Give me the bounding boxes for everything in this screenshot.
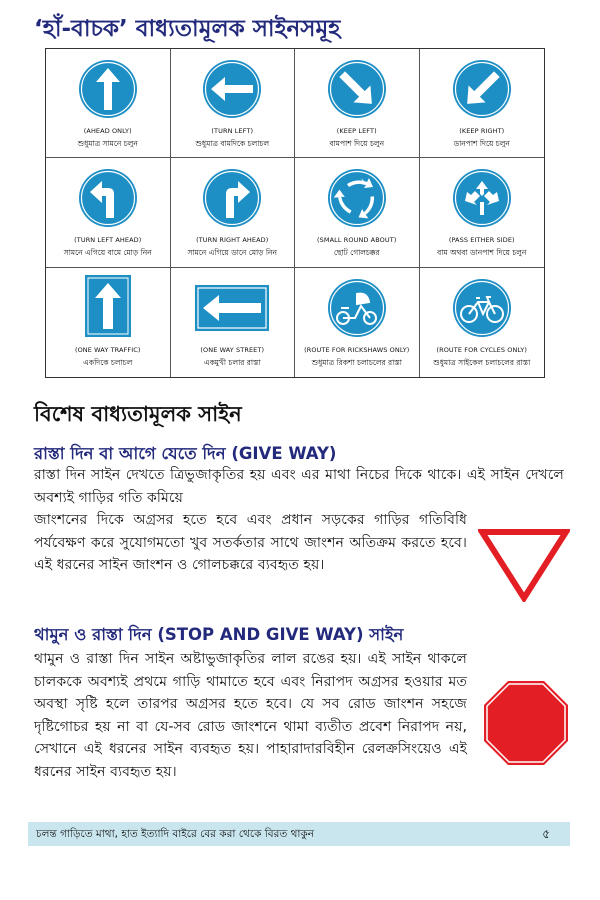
- sign-caption-bangla: একমুখী চলার রাস্তা: [203, 357, 261, 367]
- sign-caption-english: (KEEP LEFT): [336, 127, 377, 135]
- section-heading: বিশেষ বাধ্যতামূলক সাইন: [34, 402, 242, 426]
- sign-cell: [46, 268, 171, 377]
- turn-right-ahead-icon: [202, 168, 262, 228]
- sign-caption-english: (TURN RIGHT AHEAD): [196, 236, 269, 245]
- sign-caption-english: (TURN LEFT): [211, 127, 254, 135]
- sign-caption-english: (PASS EITHER SIDE): [448, 236, 515, 245]
- rickshaw-route-icon: [327, 278, 387, 338]
- page-number: ৫: [542, 827, 550, 841]
- mandatory-signs-grid: [45, 48, 545, 378]
- sign-cell: [420, 158, 545, 267]
- ahead-only-icon: [78, 59, 138, 119]
- stop-octagon-icon: [483, 680, 569, 766]
- give-way-paragraph: জাংশনের দিকে অগ্রসর হতে হবে এবং প্রধান সড়কের গাড়ির গতিবিধি পর্যবেক্ষণ করে সুযোগমতো খুব সতর্কতার সাথে জাংশন অতিক্রম করতে হবে। এই ধরনের সাইন জাংশন ও গোলচক্করে ব্যবহৃত হয়।: [34, 512, 467, 573]
- sign-cell: [295, 49, 420, 158]
- sign-cell: [295, 268, 420, 377]
- sign-caption-bangla: সামনে এগিয়ে বামে মোড় নিন: [63, 248, 152, 258]
- sign-caption-bangla: সামনে এগিয়ে ডানে মোড় নিন: [187, 248, 278, 258]
- keep-left-icon: [327, 59, 387, 119]
- sign-cell: [420, 268, 545, 377]
- sign-cell: [46, 158, 171, 267]
- give-way-triangle-icon: [478, 528, 570, 602]
- sign-caption-bangla: ডানপাশ দিয়ে চলুন: [453, 139, 510, 148]
- sign-caption-english: (ONE WAY TRAFFIC): [74, 345, 141, 354]
- sign-caption-bangla: শুধুমাত্র বামদিকে চলাচল: [195, 139, 270, 148]
- footer-bar: [28, 822, 570, 846]
- sign-caption-bangla: ছোট গোলচক্কর: [333, 248, 380, 258]
- turn-left-ahead-icon: [78, 168, 138, 228]
- sign-caption-english: (ROUTE FOR CYCLES ONLY): [436, 345, 528, 354]
- cycle-route-icon: [452, 278, 512, 338]
- sign-caption-english: (AHEAD ONLY): [83, 127, 132, 135]
- sign-caption-english: (ONE WAY STREET): [200, 345, 265, 354]
- sign-caption-english: (ROUTE FOR RICKSHAWS ONLY): [304, 345, 410, 354]
- sign-caption-bangla: একদিকে চলাচল: [83, 357, 133, 367]
- sign-caption-english: (TURN LEFT AHEAD): [74, 236, 142, 245]
- stop-paragraph: থামুন ও রাস্তা দিন সাইন অষ্টাভুজাকৃতির লাল রঙের হয়। এই সাইন থাকলে চালককে অবশ্যই প্রথমে গাড়ি থামাতে হবে এবং নিরাপদ অগ্রসর হওয়ার মত অবস্থা সৃষ্টি হলে তারপর অগ্রসর হতে হবে। যে সব রোড জাংশন সহজে দৃষ্টিগোচর হয় না বা যে-সব রোড জাংশনে থামা ব্যতীত প্রবেশ নিরাপদ নয়, সেখানে এই ধরনের সাইন ব্যবহৃত হয়। পাহারাদারবিহীন রেলক্রসিংয়েও এই ধরনের সাইন ব্যবহৃত হয়।: [34, 651, 467, 780]
- sign-caption-english: (SMALL ROUND ABOUT): [317, 236, 397, 245]
- sign-cell: [171, 49, 296, 158]
- sign-caption-bangla: শুধুমাত্র সামনে চলুন: [77, 139, 138, 148]
- sign-caption-bangla: বাম অথবা ডানপাশ দিয়ে চলুন: [437, 248, 527, 258]
- keep-right-icon: [452, 59, 512, 119]
- one-way-street-icon: [194, 284, 270, 332]
- sign-cell: [171, 158, 296, 267]
- pass-either-side-icon: [452, 168, 512, 228]
- one-way-traffic-icon: [84, 274, 132, 338]
- sign-caption-bangla: শুধুমাত্র সাইকেল চলাচলের রাস্তা: [433, 357, 531, 367]
- give-way-paragraph-lead: রাস্তা দিন সাইন দেখতে ত্রিভুজাকৃতির হয় এবং এর মাথা নিচের দিকে থাকে। এই সাইন দেখলে অবশ্যই গাড়ির গতি কমিয়ে: [34, 467, 564, 506]
- sign-cell: [420, 49, 545, 158]
- sign-cell: [171, 268, 296, 377]
- small-roundabout-icon: [327, 168, 387, 228]
- sign-caption-bangla: শুধুমাত্র রিকশা চলাচলের রাস্তা: [311, 357, 402, 367]
- stop-heading: থামুন ও রাস্তা দিন (STOP AND GIVE WAY) সাইন: [34, 625, 404, 644]
- give-way-heading: রাস্তা দিন বা আগে যেতে দিন (GIVE WAY): [34, 444, 337, 463]
- sign-cell: [46, 49, 171, 158]
- sign-cell: [295, 158, 420, 267]
- sign-caption-english: (KEEP RIGHT): [459, 127, 505, 135]
- page-title: ‘হাঁ-বাচক’ বাধ্যতামূলক সাইনসমূহ: [34, 16, 341, 42]
- sign-caption-bangla: বামপাশ দিয়ে চলুন: [329, 139, 385, 148]
- turn-left-icon: [202, 59, 262, 119]
- footer-tip: চলন্ত গাড়িতে মাথা, হাত ইত্যাদি বাইরে বের করা থেকে বিরত থাকুন: [36, 828, 315, 840]
